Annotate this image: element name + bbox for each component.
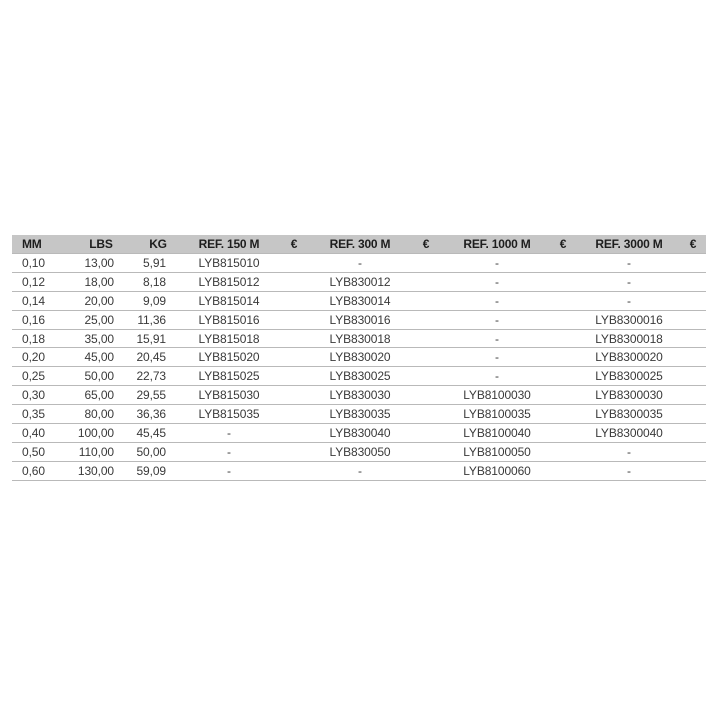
table-row: [12, 367, 706, 386]
cell-ref-300m: LYB830020: [314, 348, 406, 367]
cell-price-1000m: [548, 424, 578, 443]
cell-ref-150m: LYB815012: [184, 272, 274, 291]
cell-price-3000m: [680, 386, 706, 405]
cell-ref-1000m: -: [446, 329, 548, 348]
cell-ref-150m: -: [184, 424, 274, 443]
cell-price-1000m: [548, 367, 578, 386]
cell-price-3000m: [680, 348, 706, 367]
cell-kg: 50,00: [132, 442, 184, 461]
cell-kg: 5,91: [132, 254, 184, 273]
cell-price-300m: [406, 424, 446, 443]
cell-lbs: 80,00: [70, 405, 132, 424]
table-row: [12, 329, 706, 348]
header-price-3000m: €: [680, 235, 706, 254]
cell-ref-150m: LYB815014: [184, 291, 274, 310]
header-ref-3000m: REF. 3000 M: [578, 235, 680, 254]
header-lbs: LBS: [70, 235, 132, 254]
cell-kg: 45,45: [132, 424, 184, 443]
cell-mm: 0,16: [12, 310, 70, 329]
cell-ref-300m: -: [314, 254, 406, 273]
cell-ref-300m: LYB830050: [314, 442, 406, 461]
cell-price-300m: [406, 442, 446, 461]
cell-price-300m: [406, 461, 446, 480]
specification-table: [12, 235, 706, 481]
cell-price-150m: [274, 291, 314, 310]
table-row: [12, 272, 706, 291]
table-row: [12, 442, 706, 461]
cell-ref-1000m: LYB8100035: [446, 405, 548, 424]
cell-kg: 8,18: [132, 272, 184, 291]
cell-lbs: 130,00: [70, 461, 132, 480]
cell-price-1000m: [548, 461, 578, 480]
cell-kg: 20,45: [132, 348, 184, 367]
cell-price-300m: [406, 254, 446, 273]
cell-price-150m: [274, 386, 314, 405]
cell-mm: 0,14: [12, 291, 70, 310]
cell-price-300m: [406, 310, 446, 329]
cell-mm: 0,25: [12, 367, 70, 386]
cell-ref-3000m: LYB8300030: [578, 386, 680, 405]
header-price-300m: €: [406, 235, 446, 254]
cell-price-150m: [274, 329, 314, 348]
cell-price-3000m: [680, 461, 706, 480]
cell-kg: 22,73: [132, 367, 184, 386]
cell-lbs: 110,00: [70, 442, 132, 461]
cell-price-150m: [274, 272, 314, 291]
cell-ref-150m: LYB815010: [184, 254, 274, 273]
table-row: [12, 310, 706, 329]
cell-ref-1000m: LYB8100040: [446, 424, 548, 443]
cell-mm: 0,50: [12, 442, 70, 461]
header-ref-1000m: REF. 1000 M: [446, 235, 548, 254]
table-row: [12, 386, 706, 405]
cell-mm: 0,40: [12, 424, 70, 443]
cell-price-3000m: [680, 442, 706, 461]
cell-price-1000m: [548, 310, 578, 329]
cell-price-150m: [274, 442, 314, 461]
cell-price-1000m: [548, 329, 578, 348]
header-kg: KG: [132, 235, 184, 254]
cell-ref-300m: LYB830018: [314, 329, 406, 348]
cell-price-300m: [406, 272, 446, 291]
cell-price-300m: [406, 291, 446, 310]
cell-price-1000m: [548, 272, 578, 291]
cell-ref-1000m: -: [446, 310, 548, 329]
cell-ref-300m: LYB830030: [314, 386, 406, 405]
cell-ref-3000m: LYB8300018: [578, 329, 680, 348]
cell-kg: 15,91: [132, 329, 184, 348]
cell-ref-150m: LYB815018: [184, 329, 274, 348]
cell-mm: 0,35: [12, 405, 70, 424]
table-row: [12, 424, 706, 443]
cell-mm: 0,60: [12, 461, 70, 480]
cell-ref-150m: -: [184, 442, 274, 461]
cell-price-3000m: [680, 424, 706, 443]
cell-lbs: 65,00: [70, 386, 132, 405]
cell-kg: 29,55: [132, 386, 184, 405]
table-header: [12, 235, 706, 254]
header-ref-300m: REF. 300 M: [314, 235, 406, 254]
cell-lbs: 20,00: [70, 291, 132, 310]
table-row: [12, 291, 706, 310]
cell-price-150m: [274, 348, 314, 367]
cell-mm: 0,20: [12, 348, 70, 367]
cell-ref-300m: -: [314, 461, 406, 480]
cell-ref-1000m: -: [446, 367, 548, 386]
header-ref-150m: REF. 150 M: [184, 235, 274, 254]
cell-mm: 0,10: [12, 254, 70, 273]
cell-price-3000m: [680, 329, 706, 348]
cell-price-300m: [406, 405, 446, 424]
cell-ref-1000m: -: [446, 291, 548, 310]
cell-price-150m: [274, 405, 314, 424]
cell-ref-3000m: -: [578, 291, 680, 310]
cell-ref-3000m: LYB8300016: [578, 310, 680, 329]
cell-ref-300m: LYB830025: [314, 367, 406, 386]
cell-price-3000m: [680, 254, 706, 273]
cell-ref-3000m: LYB8300040: [578, 424, 680, 443]
header-price-1000m: €: [548, 235, 578, 254]
cell-price-300m: [406, 386, 446, 405]
cell-price-150m: [274, 254, 314, 273]
cell-ref-300m: LYB830016: [314, 310, 406, 329]
cell-price-3000m: [680, 291, 706, 310]
cell-ref-150m: LYB815016: [184, 310, 274, 329]
cell-ref-3000m: -: [578, 254, 680, 273]
cell-mm: 0,18: [12, 329, 70, 348]
header-price-150m: €: [274, 235, 314, 254]
cell-price-150m: [274, 367, 314, 386]
cell-price-1000m: [548, 348, 578, 367]
cell-mm: 0,30: [12, 386, 70, 405]
cell-ref-3000m: LYB8300025: [578, 367, 680, 386]
cell-price-1000m: [548, 386, 578, 405]
cell-ref-1000m: -: [446, 254, 548, 273]
cell-ref-3000m: LYB8300035: [578, 405, 680, 424]
header-mm: MM: [12, 235, 70, 254]
cell-ref-1000m: LYB8100060: [446, 461, 548, 480]
cell-ref-3000m: LYB8300020: [578, 348, 680, 367]
cell-kg: 9,09: [132, 291, 184, 310]
cell-lbs: 45,00: [70, 348, 132, 367]
cell-ref-1000m: LYB8100050: [446, 442, 548, 461]
cell-lbs: 50,00: [70, 367, 132, 386]
table-row: [12, 254, 706, 273]
cell-price-3000m: [680, 367, 706, 386]
cell-price-3000m: [680, 272, 706, 291]
table-row: [12, 348, 706, 367]
cell-mm: 0,12: [12, 272, 70, 291]
cell-price-150m: [274, 310, 314, 329]
cell-price-3000m: [680, 405, 706, 424]
cell-lbs: 100,00: [70, 424, 132, 443]
cell-price-3000m: [680, 310, 706, 329]
cell-ref-300m: LYB830035: [314, 405, 406, 424]
cell-lbs: 13,00: [70, 254, 132, 273]
cell-price-150m: [274, 424, 314, 443]
cell-ref-3000m: -: [578, 442, 680, 461]
cell-ref-1000m: -: [446, 348, 548, 367]
header-row: [12, 235, 706, 254]
cell-ref-150m: LYB815035: [184, 405, 274, 424]
cell-price-1000m: [548, 254, 578, 273]
cell-kg: 11,36: [132, 310, 184, 329]
cell-price-1000m: [548, 291, 578, 310]
cell-price-1000m: [548, 405, 578, 424]
cell-price-300m: [406, 329, 446, 348]
cell-kg: 59,09: [132, 461, 184, 480]
cell-ref-150m: LYB815025: [184, 367, 274, 386]
cell-lbs: 35,00: [70, 329, 132, 348]
cell-ref-150m: LYB815030: [184, 386, 274, 405]
cell-ref-1000m: -: [446, 272, 548, 291]
cell-price-150m: [274, 461, 314, 480]
cell-kg: 36,36: [132, 405, 184, 424]
cell-lbs: 25,00: [70, 310, 132, 329]
table-row: [12, 461, 706, 480]
cell-ref-300m: LYB830040: [314, 424, 406, 443]
table-row: [12, 405, 706, 424]
cell-ref-300m: LYB830014: [314, 291, 406, 310]
cell-lbs: 18,00: [70, 272, 132, 291]
cell-ref-150m: -: [184, 461, 274, 480]
cell-ref-1000m: LYB8100030: [446, 386, 548, 405]
cell-price-300m: [406, 348, 446, 367]
cell-ref-300m: LYB830012: [314, 272, 406, 291]
cell-ref-150m: LYB815020: [184, 348, 274, 367]
cell-ref-3000m: -: [578, 461, 680, 480]
cell-price-1000m: [548, 442, 578, 461]
table-body: [12, 254, 706, 481]
cell-price-300m: [406, 367, 446, 386]
cell-ref-3000m: -: [578, 272, 680, 291]
